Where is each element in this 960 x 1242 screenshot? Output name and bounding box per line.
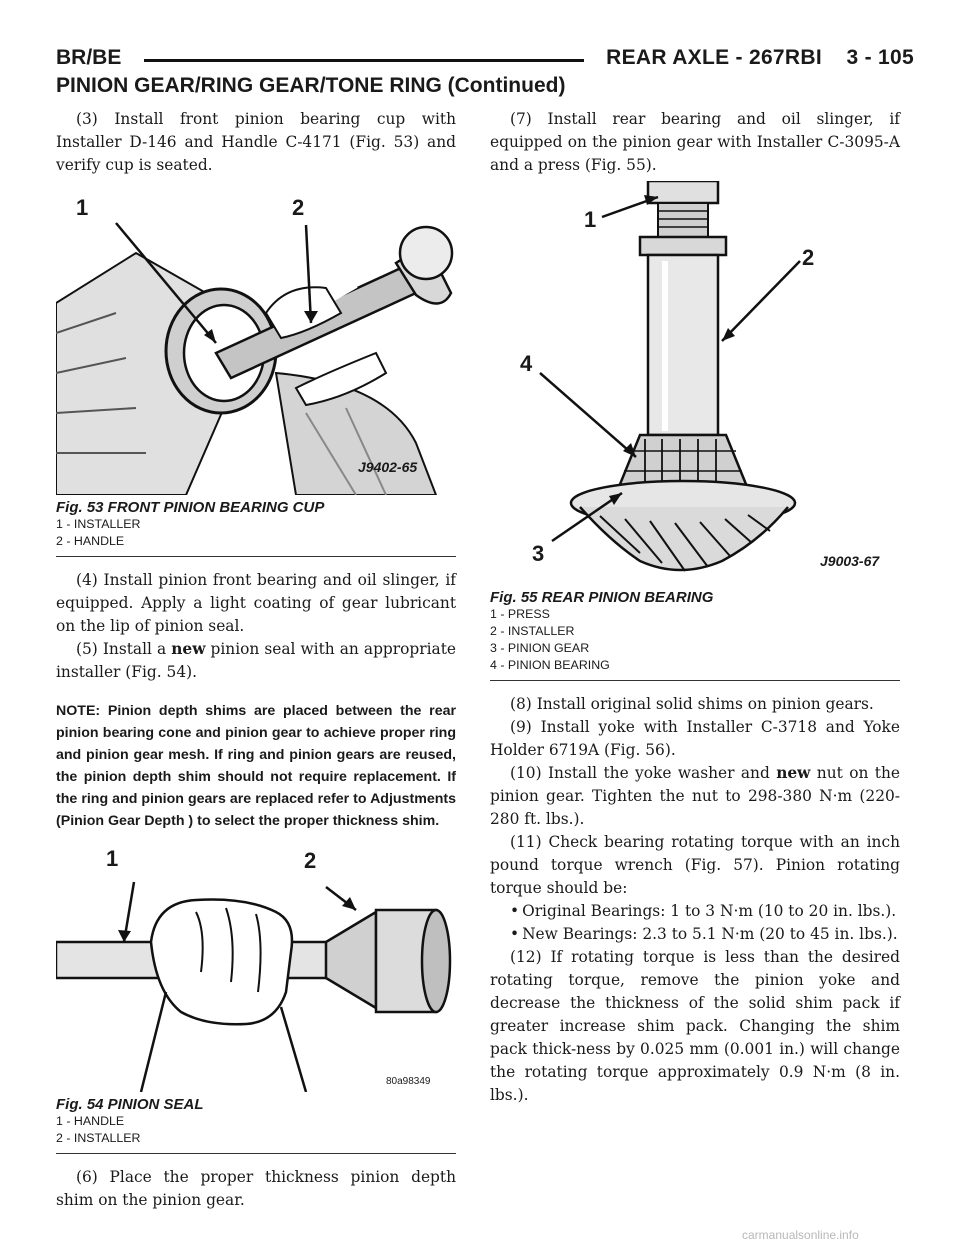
- header-rule: [144, 59, 584, 62]
- watermark-footer: carmanualsonline.info: [742, 1228, 859, 1242]
- step-5: (5) Install a new pinion seal with an appropriate installer (Fig. 54).: [56, 640, 456, 681]
- page-header: [56, 46, 914, 72]
- fig54-code: 80a98349: [386, 1076, 431, 1087]
- fig55-callout-2: 2: [802, 245, 815, 270]
- fig53-caption: Fig. 53 FRONT PINION BEARING CUP: [56, 499, 325, 516]
- step-12: (12) If rotating torque is less than the desired rotating torque, remove the pinion yoke and decrease the thickness of the solid shim pack if greater increase shim pack. Changing the shim pack thick-ness by 0.025 mm (0.001 in.) will change the rotating torque approximately 0.9 N·m (8 in. lbs.).: [490, 948, 900, 1104]
- step-7: (7) Install rear bearing and oil slinger, if equipped on the pinion gear with Installer C-3095-A and a press (Fig. 55).: [490, 110, 900, 174]
- step-3: (3) Install front pinion bearing cup with Installer D-146 and Handle C-4171 (Fig. 53) and verify cup is seated.: [56, 110, 456, 174]
- fig55-legend-2: 2 - INSTALLER: [490, 624, 575, 638]
- fig55-callout-3: 3: [532, 541, 545, 566]
- fig54-rule: [56, 1153, 456, 1154]
- step-6: (6) Place the proper thickness pinion depth shim on the pinion gear.: [56, 1168, 456, 1209]
- step-10: (10) Install the yoke washer and new nut on the pinion gear. Tighten the nut to 298-380 N·m (220-280 ft. lbs.).: [490, 764, 900, 828]
- fig55-callout-4: 4: [520, 351, 533, 376]
- fig53-legend-1: 1 - INSTALLER: [56, 517, 141, 531]
- front-pinion-bearing-cup-illustration: [56, 183, 456, 495]
- note-pinion-depth-shims: NOTE: Pinion depth shims are placed between the rear pinion bearing cone and pinion gear to achieve proper ring and pinion gear mesh. If ring and pinion gears are reused, the pinion depth shim should not require replacement. If the ring and pinion gears are replaced refer to Adjustments (Pinion Gear Depth ) to select the proper thickness shim.: [56, 703, 456, 829]
- fig55-legend-4: 4 - PINION BEARING: [490, 658, 610, 672]
- fig54-callout-2: 2: [304, 848, 317, 873]
- fig54-callout-1: 1: [106, 846, 119, 871]
- fig53-callout-1: 1: [76, 195, 89, 220]
- bullet-new-bearings: • New Bearings: 2.3 to 5.1 N·m (20 to 45 in. lbs.).: [510, 925, 898, 943]
- fig55-code: J9003-67: [820, 553, 880, 569]
- fig55-legend-1: 1 - PRESS: [490, 607, 550, 621]
- fig54-legend-1: 1 - HANDLE: [56, 1114, 125, 1128]
- right-column: [490, 108, 900, 1107]
- fig53-code: J9402-65: [358, 459, 418, 475]
- fig53-callout-2: 2: [292, 195, 305, 220]
- fig53-legend-2: 2 - HANDLE: [56, 534, 125, 548]
- header-section-page: REAR AXLE - 267RBI 3 - 105: [606, 46, 914, 69]
- step-8: (8) Install original solid shims on pinion gears.: [510, 695, 874, 713]
- left-column: [56, 108, 456, 1212]
- bullet-original-bearings: • Original Bearings: 1 to 3 N·m (10 to 20 in. lbs.).: [510, 902, 897, 920]
- fig53-rule: [56, 556, 456, 557]
- figure-53: [56, 183, 456, 557]
- step-11: (11) Check bearing rotating torque with an inch pound torque wrench (Fig. 57). Pinion rotating torque should be:: [490, 833, 900, 897]
- pinion-seal-illustration: [56, 842, 456, 1092]
- fig55-rule: [490, 680, 900, 681]
- fig55-callout-1: 1: [584, 207, 597, 232]
- figure-54: [56, 842, 456, 1154]
- step-4: (4) Install pinion front bearing and oil slinger, if equipped. Apply a light coating of gear lubricant on the lip of pinion seal.: [56, 571, 456, 635]
- fig54-caption: Fig. 54 PINION SEAL: [56, 1096, 204, 1113]
- step-9: (9) Install yoke with Installer C-3718 and Yoke Holder 6719A (Fig. 56).: [490, 718, 900, 759]
- header-model: BR/BE: [56, 46, 122, 69]
- fig55-caption: Fig. 55 REAR PINION BEARING: [490, 589, 714, 606]
- rear-pinion-bearing-illustration: [490, 181, 900, 585]
- figure-55: [490, 181, 900, 681]
- fig55-legend-3: 3 - PINION GEAR: [490, 641, 590, 655]
- section-title: PINION GEAR/RING GEAR/TONE RING (Continued): [56, 74, 566, 97]
- fig54-legend-2: 2 - INSTALLER: [56, 1131, 141, 1145]
